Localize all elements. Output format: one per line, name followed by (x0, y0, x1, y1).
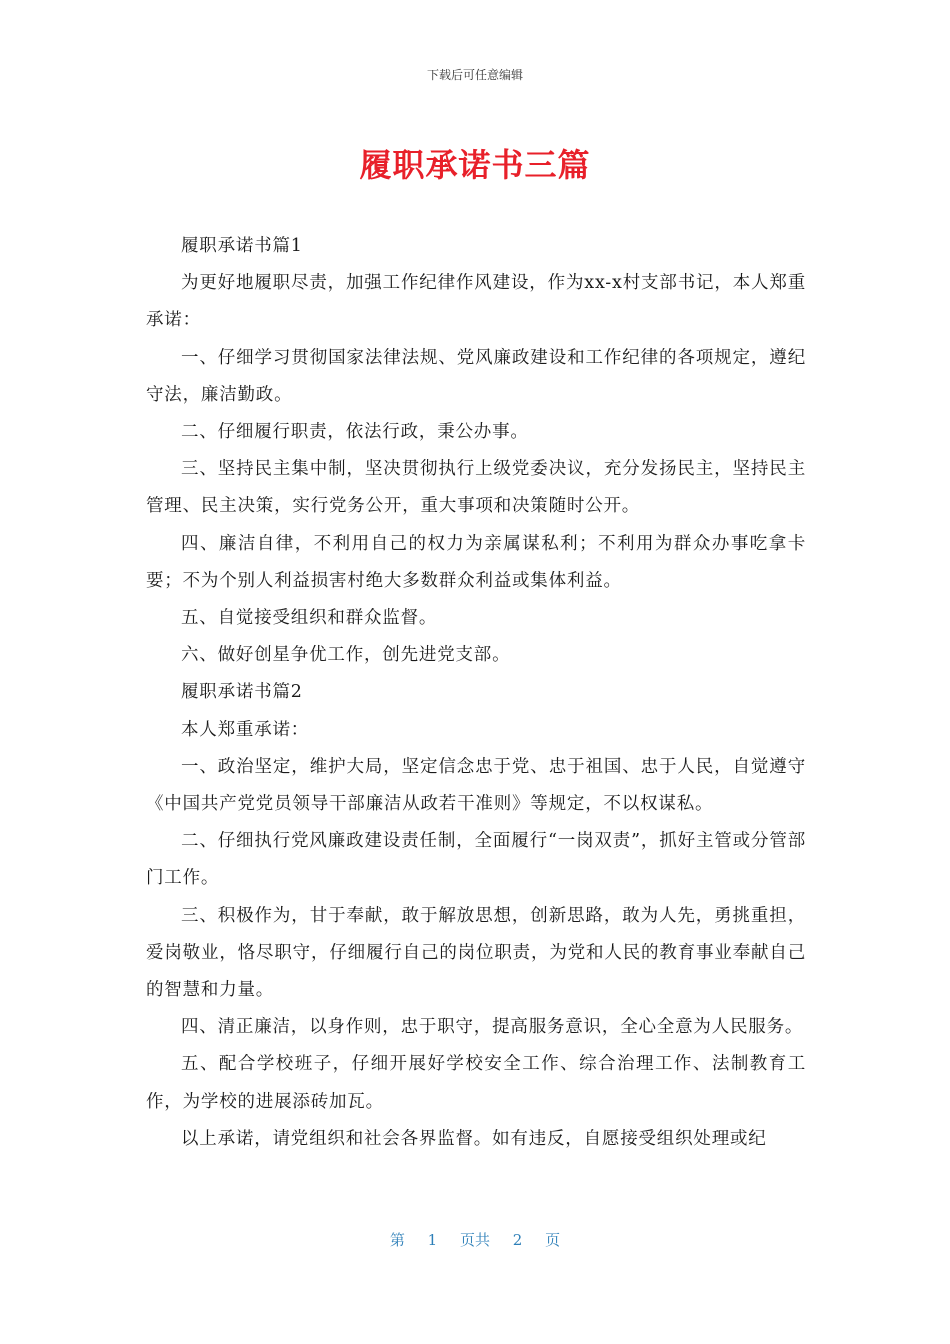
paragraph: 六、做好创星争优工作，创先进党支部。 (181, 645, 511, 666)
page-footer (0, 1229, 950, 1250)
section-heading-2: 履职承诺书篇2 (181, 682, 303, 703)
paragraph: 四、廉洁自律，不利用自己的权力为亲属谋私利；不利用为群众办事吃拿卡要；不为个别人利益损害村绝大多数群众利益或集体利益。 (146, 533, 806, 591)
document-title: 履职承诺书三篇 (359, 146, 591, 184)
footer-label-end: 页 (545, 1231, 561, 1249)
paragraph: 为更好地履职尽责，加强工作纪律作风建设，作为xx-x村支部书记，本人郑重承诺： (146, 273, 806, 331)
footer-total-pages: 2 (512, 1231, 523, 1249)
paragraph: 一、仔细学习贯彻国家法律法规、党风廉政建设和工作纪律的各项规定，遵纪守法，廉洁勤政。 (146, 347, 806, 405)
paragraph: 三、积极作为，甘于奉献，敢于解放思想，创新思路，敢为人先，勇挑重担，爱岗敬业，恪尽职守，仔细履行自己的岗位职责，为党和人民的教育事业奉献自己的智慧和力量。 (146, 905, 806, 1001)
paragraph: 五、自觉接受组织和群众监督。 (181, 608, 438, 629)
paragraph: 二、仔细履行职责，依法行政，秉公办事。 (181, 422, 529, 443)
paragraph: 二、仔细执行党风廉政建设责任制，全面履行“一岗双责”，抓好主管或分管部门工作。 (146, 831, 806, 889)
paragraph: 三、坚持民主集中制，坚决贯彻执行上级党委决议，充分发扬民主，坚持民主管理、民主决策，实行党务公开，重大事项和决策随时公开。 (146, 459, 806, 517)
paragraph: 四、清正廉洁，以身作则，忠于职守，提高服务意识，全心全意为人民服务。 (181, 1017, 804, 1038)
header-note: 下载后可任意编辑 (426, 68, 523, 82)
footer-page-number: 1 (427, 1231, 438, 1249)
paragraph: 以上承诺，请党组织和社会各界监督。如有违反，自愿接受组织处理或纪 (181, 1128, 767, 1149)
section-heading-1: 履职承诺书篇1 (181, 236, 303, 256)
footer-label-page: 第 (389, 1231, 405, 1249)
paragraph: 一、政治坚定，维护大局，坚定信念忠于党、忠于祖国、忠于人民，自觉遵守《中国共产党党员领导干部廉洁从政若干准则》等规定，不以权谋私。 (146, 756, 806, 815)
paragraph: 五、配合学校班子，仔细开展好学校安全工作、综合治理工作、法制教育工作，为学校的进展添砖加瓦。 (146, 1054, 806, 1112)
paragraph: 本人郑重承诺： (181, 719, 310, 740)
footer-label-of: 页共 (459, 1231, 490, 1249)
document-body (146, 228, 806, 1158)
